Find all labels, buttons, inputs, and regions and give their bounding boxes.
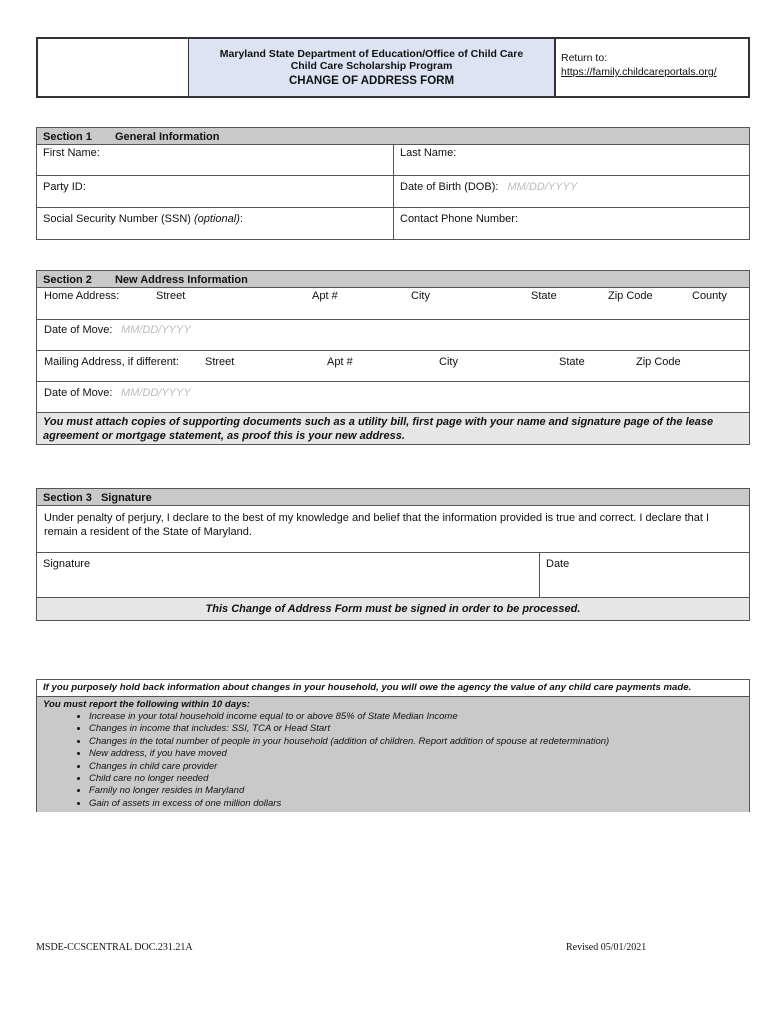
report-item: • Changes in the total number of people in your household (addition of children. Report addition of spouse at redetermination) — [89, 736, 749, 748]
home-county-label: County — [692, 290, 727, 302]
ssn-optional: (optional) — [194, 213, 240, 225]
section-1-title: General Information — [114, 131, 220, 143]
report-item: • Changes in income that includes: SSI, TCA or Head Start — [89, 723, 749, 735]
section-2-title: New Address Information — [114, 274, 248, 286]
report-item: • Gain of assets in excess of one million dollars — [89, 798, 749, 810]
row-home-move-date[interactable] — [37, 319, 749, 350]
mailing-move-date-label: Date of Move: — [44, 387, 113, 399]
form-header — [36, 37, 750, 98]
return-label: Return to: — [561, 52, 608, 64]
party-id-label: Party ID: — [43, 181, 86, 193]
mailing-street-label: Street — [205, 356, 235, 368]
mailing-move-date-placeholder: MM/DD/YYYY — [121, 387, 191, 399]
row-ssn-phone — [37, 207, 749, 239]
home-state-label: State — [531, 290, 557, 302]
row-party-dob — [37, 175, 749, 207]
move-date-placeholder: MM/DD/YYYY — [121, 324, 191, 336]
section-3-body — [36, 506, 750, 621]
section-1-number: Section 1 — [43, 131, 92, 143]
row-mailing-address[interactable] — [37, 350, 749, 381]
dob-label: Date of Birth (DOB): — [400, 181, 499, 193]
section-3-number: Section 3 — [43, 492, 92, 504]
header-title-block — [189, 39, 556, 96]
report-list-block — [37, 697, 749, 812]
return-url-link[interactable]: https://family.childcareportals.org/ — [561, 66, 717, 78]
section-3-title: Signature — [100, 492, 152, 504]
ssn-colon: : — [239, 213, 243, 225]
logo-area — [38, 39, 189, 96]
section-2-number: Section 2 — [43, 274, 92, 286]
agency-name: Maryland State Department of Education/Office of Child Care — [219, 48, 524, 60]
home-apt-label: Apt # — [312, 290, 338, 302]
first-name-label: First Name: — [43, 147, 100, 159]
row-mailing-move-date[interactable] — [37, 381, 749, 412]
program-name: Child Care Scholarship Program — [290, 60, 453, 72]
section-1-body — [36, 145, 750, 240]
report-item: • Child care no longer needed — [89, 773, 749, 785]
must-sign-note: This Change of Address Form must be signed in order to be processed. — [37, 597, 749, 620]
withholding-warning: If you purposely hold back information about changes in your household, you will owe the agency the value of any child care payments made. — [37, 680, 749, 697]
report-item: • New address, if you have moved — [89, 748, 749, 760]
section-1 — [36, 127, 750, 240]
mailing-state-label: State — [559, 356, 585, 368]
last-name-field[interactable] — [393, 144, 749, 175]
report-intro: You must report the following within 10 days: — [43, 699, 250, 710]
mailing-address-label: Mailing Address, if different: — [44, 356, 179, 368]
section-1-header — [36, 127, 750, 145]
phone-field[interactable] — [393, 208, 749, 239]
return-to-block — [561, 51, 717, 79]
mailing-city-label: City — [439, 356, 458, 368]
signature-label: Signature — [43, 558, 91, 570]
first-name-field[interactable] — [37, 144, 393, 175]
party-id-field[interactable] — [37, 176, 393, 207]
dob-field[interactable] — [393, 176, 749, 207]
mailing-apt-label: Apt # — [327, 356, 353, 368]
section-3-header — [36, 488, 750, 506]
signature-field[interactable] — [37, 553, 539, 597]
section-2-header — [36, 270, 750, 288]
home-address-label: Home Address: — [44, 290, 120, 302]
phone-label: Contact Phone Number: — [400, 213, 519, 225]
report-items — [37, 711, 749, 810]
report-item: • Increase in your total household income equal to or above 85% of State Median Income — [89, 711, 749, 723]
home-zip-label: Zip Code — [608, 290, 653, 302]
report-item: • Family no longer resides in Maryland — [89, 785, 749, 797]
move-date-label: Date of Move: — [44, 324, 113, 336]
declaration-text: Under penalty of perjury, I declare to the best of my knowledge and belief that the information provided is true and correct. I declare that I remain a resident of the State of Maryland. — [44, 512, 710, 538]
section-2 — [36, 270, 750, 445]
mailing-zip-label: Zip Code — [636, 356, 681, 368]
row-home-address[interactable] — [37, 287, 749, 319]
ssn-field[interactable] — [37, 208, 393, 239]
date-label: Date — [546, 558, 570, 570]
home-street-label: Street — [156, 290, 186, 302]
footer-doc-id: MSDE-CCSCENTRAL DOC.231.21A — [36, 942, 193, 953]
footer-revised: Revised 05/01/2021 — [566, 942, 647, 953]
row-names — [37, 144, 749, 175]
form-title: CHANGE OF ADDRESS FORM — [288, 75, 455, 87]
row-signature — [37, 552, 749, 597]
home-city-label: City — [411, 290, 430, 302]
last-name-label: Last Name: — [400, 147, 457, 159]
section-3 — [36, 488, 750, 621]
section-2-body — [36, 288, 750, 445]
report-item: • Changes in child care provider — [89, 761, 749, 773]
proof-of-address-note: You must attach copies of supporting documents such as a utility bill, first page with your name and signature page of the lease agreement or mortgage statement, as proof this is your new address. — [37, 412, 749, 444]
dob-placeholder: MM/DD/YYYY — [507, 181, 578, 193]
ssn-label: Social Security Number (SSN) — [43, 213, 191, 225]
reporting-requirements — [36, 679, 750, 812]
date-field[interactable] — [539, 553, 749, 597]
